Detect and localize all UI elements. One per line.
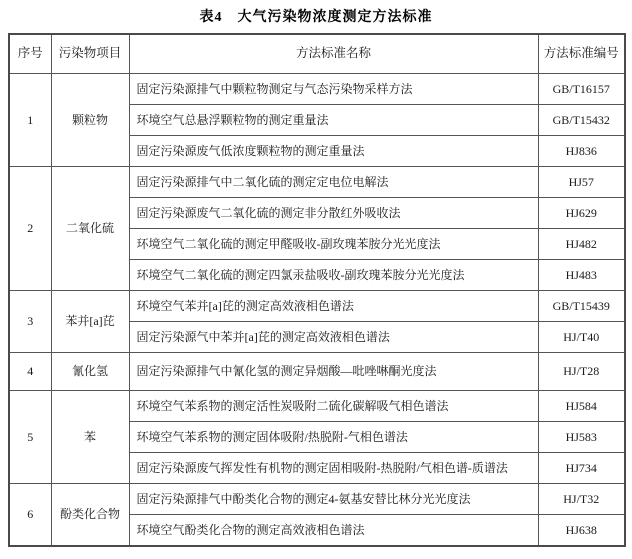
table-row bbox=[9, 291, 625, 322]
method-standard-code: HJ583 bbox=[538, 422, 625, 453]
method-standard-code: GB/T15432 bbox=[538, 105, 625, 136]
method-standard-name: 环境空气二氧化硫的测定四氯汞盐吸收-副玫瑰苯胺分光光度法 bbox=[129, 260, 538, 291]
method-standard-code: HJ483 bbox=[538, 260, 625, 291]
method-standard-code: HJ57 bbox=[538, 167, 625, 198]
standards-table bbox=[8, 33, 626, 547]
table-body bbox=[9, 74, 625, 547]
method-standard-code: GB/T15439 bbox=[538, 291, 625, 322]
method-standard-name: 环境空气二氧化硫的测定甲醛吸收-副玫瑰苯胺分光光度法 bbox=[129, 229, 538, 260]
method-standard-name: 固定污染源废气低浓度颗粒物的测定重量法 bbox=[129, 136, 538, 167]
method-standard-code: HJ/T28 bbox=[538, 353, 625, 391]
method-standard-name: 环境空气酚类化合物的测定高效液相色谱法 bbox=[129, 515, 538, 547]
method-standard-code: HJ482 bbox=[538, 229, 625, 260]
pollutant-name: 颗粒物 bbox=[51, 74, 129, 167]
method-standard-code: HJ734 bbox=[538, 453, 625, 484]
column-header-method-name: 方法标准名称 bbox=[129, 34, 538, 74]
pollutant-name: 苯 bbox=[51, 391, 129, 484]
table-header bbox=[9, 34, 625, 74]
method-standard-name: 固定污染源排气中酚类化合物的测定4-氨基安替比林分光光度法 bbox=[129, 484, 538, 515]
method-standard-name: 固定污染源排气中二氧化硫的测定定电位电解法 bbox=[129, 167, 538, 198]
method-standard-name: 环境空气苯并[a]芘的测定高效液相色谱法 bbox=[129, 291, 538, 322]
row-index: 1 bbox=[9, 74, 51, 167]
row-index: 5 bbox=[9, 391, 51, 484]
column-header-method-code: 方法标准编号 bbox=[538, 34, 625, 74]
method-standard-name: 环境空气苯系物的测定活性炭吸附二硫化碳解吸气相色谱法 bbox=[129, 391, 538, 422]
method-standard-code: GB/T16157 bbox=[538, 74, 625, 105]
table-row bbox=[9, 391, 625, 422]
table-row bbox=[9, 353, 625, 391]
method-standard-code: HJ629 bbox=[538, 198, 625, 229]
column-header-pollutant: 污染物项目 bbox=[51, 34, 129, 74]
method-standard-code: HJ584 bbox=[538, 391, 625, 422]
table-title: 表4 大气污染物浓度测定方法标准 bbox=[199, 10, 433, 25]
method-standard-code: HJ836 bbox=[538, 136, 625, 167]
pollutant-name: 酚类化合物 bbox=[51, 484, 129, 547]
method-standard-name: 固定污染源废气挥发性有机物的测定固相吸附-热脱附/气相色谱-质谱法 bbox=[129, 453, 538, 484]
table-row bbox=[9, 167, 625, 198]
row-index: 2 bbox=[9, 167, 51, 291]
method-standard-name: 固定污染源气中苯并[a]芘的测定高效液相色谱法 bbox=[129, 322, 538, 353]
table-row bbox=[9, 74, 625, 105]
row-index: 4 bbox=[9, 353, 51, 391]
method-standard-code: HJ638 bbox=[538, 515, 625, 547]
method-standard-name: 固定污染源排气中颗粒物测定与气态污染物采样方法 bbox=[129, 74, 538, 105]
method-standard-name: 固定污染源排气中氰化氢的测定异烟酸—吡唑啉酮光度法 bbox=[129, 353, 538, 391]
header-row bbox=[9, 34, 625, 74]
method-standard-name: 固定污染源废气二氧化硫的测定非分散红外吸收法 bbox=[129, 198, 538, 229]
pollutant-name: 二氧化硫 bbox=[51, 167, 129, 291]
column-header-index: 序号 bbox=[9, 34, 51, 74]
method-standard-code: HJ/T32 bbox=[538, 484, 625, 515]
row-index: 6 bbox=[9, 484, 51, 547]
method-standard-name: 环境空气总悬浮颗粒物的测定重量法 bbox=[129, 105, 538, 136]
pollutant-name: 氰化氢 bbox=[51, 353, 129, 391]
pollutant-name: 苯并[a]芘 bbox=[51, 291, 129, 353]
row-index: 3 bbox=[9, 291, 51, 353]
method-standard-code: HJ/T40 bbox=[538, 322, 625, 353]
table-row bbox=[9, 484, 625, 515]
method-standard-name: 环境空气苯系物的测定固体吸附/热脱附-气相色谱法 bbox=[129, 422, 538, 453]
